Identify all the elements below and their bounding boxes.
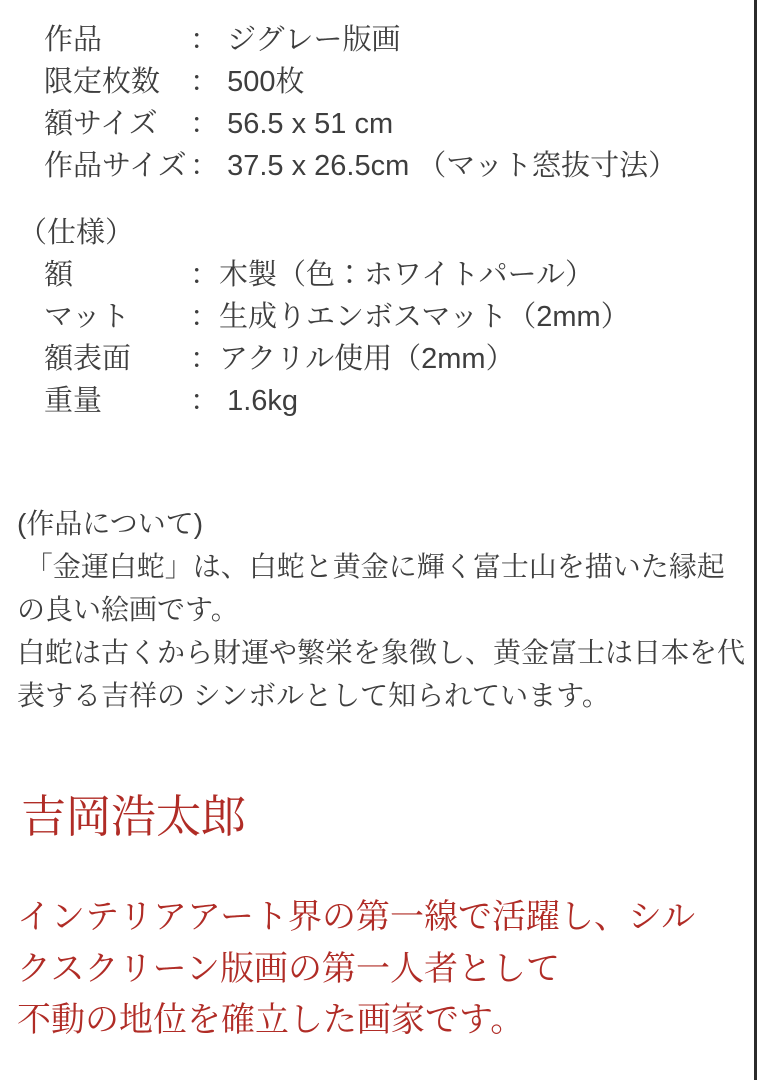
artist-bio-line: 不動の地位を確立した画家です。	[17, 1001, 525, 1039]
spec-value: アクリル使用（2mm）	[219, 343, 515, 375]
spec-row-frame-surface	[44, 338, 757, 380]
spec-colon: ：	[190, 301, 220, 333]
spec-label: 作品	[44, 24, 103, 56]
spec-label: 重量	[44, 385, 103, 417]
spec-row-artwork-size	[44, 145, 757, 187]
spec-label: 額	[44, 259, 74, 291]
spec-row-frame	[44, 254, 757, 296]
spec-value: 56.5 x 51 cm	[219, 108, 394, 140]
detail-spec-list	[0, 254, 757, 422]
spec-label: 額サイズ	[44, 108, 158, 140]
spec-colon: ：	[190, 343, 220, 375]
artist-name-heading: 吉岡浩太郎	[21, 791, 247, 842]
spec-value: 37.5 x 26.5cm （マット窓抜寸法）	[219, 150, 678, 182]
spec-row-artwork	[44, 19, 757, 61]
spec-colon: ：	[190, 108, 220, 140]
spec-label: マット	[44, 301, 130, 333]
spec-colon: ：	[190, 66, 220, 98]
spec-value: 生成りエンボスマット（2mm）	[219, 301, 630, 333]
spec-row-frame-size	[44, 103, 757, 145]
spec-section-title: （仕様）	[18, 217, 135, 249]
about-line: 表する吉祥の シンボルとして知られています。	[17, 680, 610, 711]
spec-row-mat	[44, 296, 757, 338]
artist-bio	[0, 892, 757, 1047]
primary-spec-list	[0, 19, 757, 187]
spec-value: 木製（色：ホワイトパール）	[219, 259, 594, 291]
spec-value: 500枚	[219, 66, 305, 98]
about-section-title: (作品について)	[17, 508, 204, 539]
spec-colon: ：	[190, 150, 220, 182]
artist-bio-line: インテリアアート界の第一線で活躍し、シル	[17, 898, 696, 936]
spec-value: 1.6kg	[219, 385, 299, 417]
spec-label: 作品サイズ	[44, 150, 187, 182]
spec-colon: ：	[190, 385, 220, 417]
about-line: の良い絵画です。	[17, 594, 239, 625]
spec-label: 限定枚数	[44, 66, 161, 98]
spec-label: 額表面	[44, 343, 132, 375]
about-line: 「金運白蛇」は、白蛇と黄金に輝く富士山を描いた縁起	[17, 551, 725, 582]
spec-row-edition	[44, 61, 757, 103]
about-line: 白蛇は古くから財運や繁栄を象徴し、黄金富士は日本を代	[17, 637, 746, 668]
about-artwork-section	[0, 502, 757, 717]
artist-bio-line: クスクリーン版画の第一人者として	[17, 949, 560, 988]
spec-row-weight	[44, 380, 757, 422]
spec-colon: ：	[190, 259, 220, 291]
spec-value: ジグレー版画	[219, 24, 401, 56]
spec-colon: ：	[190, 24, 220, 56]
